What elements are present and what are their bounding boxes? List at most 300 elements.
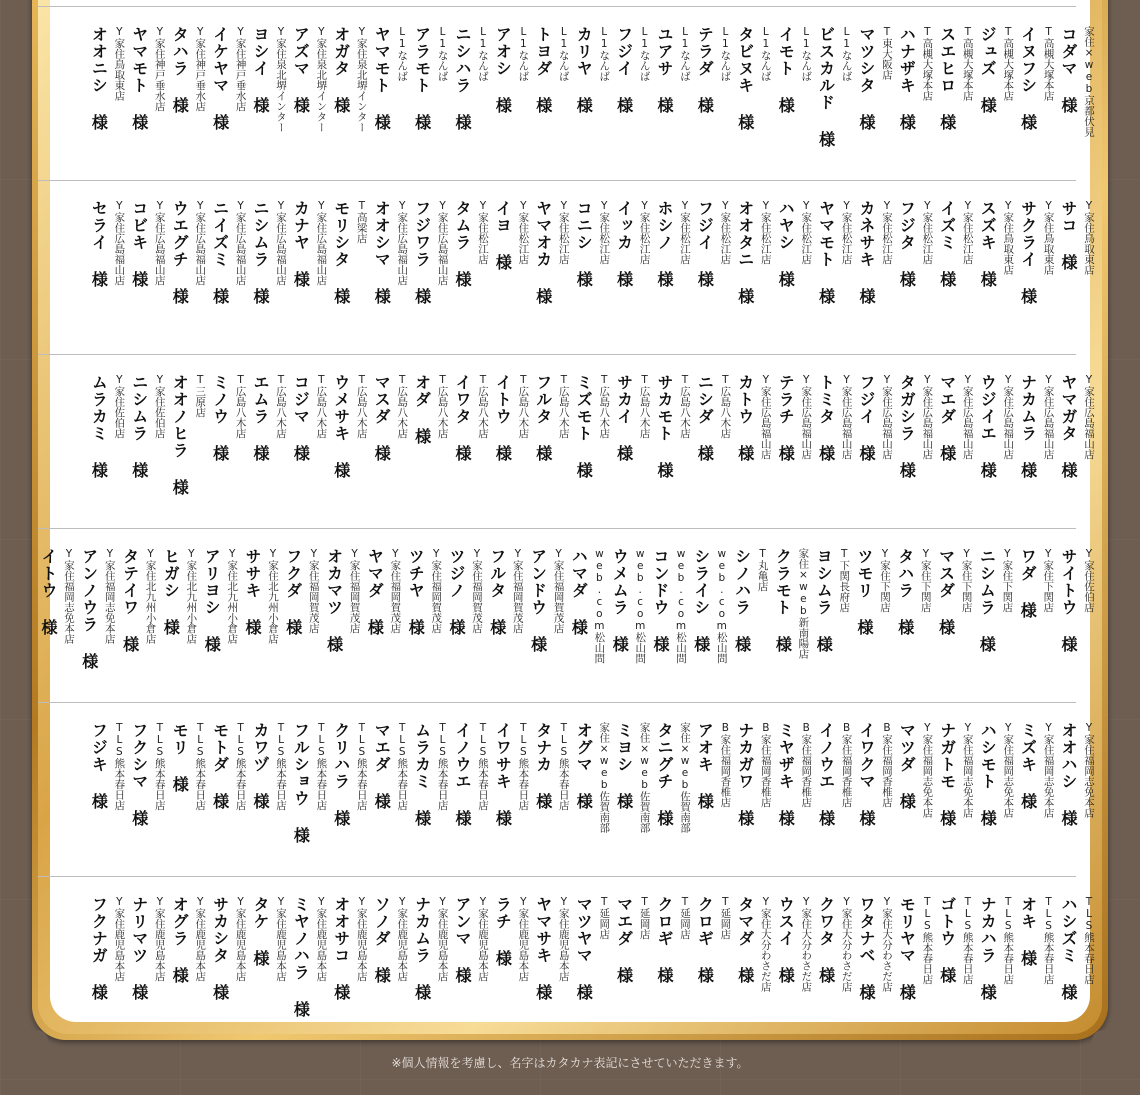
customer-name: アラモト 様 (412, 26, 432, 131)
branch-label: Y家住広島福山店 (194, 200, 207, 286)
customer-name: タケ 様 (251, 896, 270, 967)
customer-name: コジマ 様 (291, 374, 311, 462)
branch-label: Y家住鳥取東店 (113, 26, 126, 101)
branch-label: T東大阪店 (881, 26, 893, 80)
branch-label: Y家住松江店 (921, 200, 934, 265)
branch-label: Y家住松江店 (881, 200, 893, 265)
customer-name: タガシラ 様 (897, 374, 917, 479)
branch-label: T三原店 (194, 374, 207, 418)
branch-label: Y家住松江店 (719, 200, 732, 265)
customer-name: フジキ 様 (89, 722, 109, 810)
branch-label: Y家住大分わさだ店 (759, 896, 772, 992)
branch-label: Y家住福岡賀茂店 (552, 548, 565, 634)
privacy-footnote: ※個人情報を考慮し、名字はカタカナ表記にさせていただきます。 (391, 1056, 749, 1070)
branch-label: Y家住福岡志免本店 (921, 722, 934, 818)
customer-name: ハヤシ 様 (776, 200, 796, 288)
customer-name: フルショウ 様 (291, 722, 311, 844)
customer-name: スエヒロ 様 (937, 26, 957, 131)
customer-name: イノウエ 様 (453, 722, 472, 827)
branch-label: T広島八木店 (638, 374, 651, 439)
branch-label: web.com松山問 (715, 548, 728, 664)
customer-name: ヤマオカ 様 (533, 200, 553, 305)
customer-name: ビスカルド 様 (816, 26, 836, 148)
customer-name: ハシズミ 様 (1059, 896, 1078, 1001)
customer-name: アオシ 様 (493, 26, 513, 114)
branch-label: T広島八木店 (557, 374, 570, 439)
customer-name: コビキ 様 (129, 200, 149, 288)
customer-name: セライ 様 (89, 200, 109, 288)
customer-name: タナカ 様 (533, 722, 553, 810)
branch-label: TLS熊本春日店 (961, 896, 974, 985)
customer-name: マエダ 様 (614, 896, 634, 984)
branch-label: Y家住広島福山店 (1083, 374, 1095, 460)
customer-name: ニシダ 様 (695, 374, 715, 462)
customer-name: アオキ 様 (695, 722, 715, 810)
customer-name: サカモト 様 (655, 374, 674, 479)
customer-name: ミズキ 様 (1018, 722, 1038, 810)
branch-label: Y家住北九州小倉店 (185, 548, 198, 644)
branch-label: T延岡店 (679, 896, 691, 940)
branch-label: L1なんば (638, 26, 651, 82)
customer-name: サカイ 様 (614, 374, 634, 462)
customer-name: ハナザキ 様 (897, 26, 917, 131)
customer-name: ホシノ 様 (655, 200, 674, 288)
customer-name: ヤマガタ 様 (1059, 374, 1078, 479)
branch-label: Y家住福岡志免本店 (63, 548, 75, 644)
customer-name: イモト 様 (776, 26, 796, 114)
customer-name: マスダ 様 (936, 548, 956, 636)
branch-label: B家住福岡香椎店 (881, 722, 893, 808)
customer-name: ナガトモ 様 (937, 722, 957, 827)
customer-name: クリハラ 様 (331, 722, 351, 827)
customer-name: ウジイエ 様 (978, 374, 998, 479)
customer-name: フルタ 様 (487, 548, 507, 636)
branch-label: 家住×web佐賀南部 (679, 722, 691, 833)
branch-label: Y家住広島福山店 (921, 374, 934, 460)
branch-label: L1なんば (396, 26, 409, 82)
branch-label: B家住福岡香椎店 (800, 722, 813, 808)
customer-name: アンドウ 様 (528, 548, 548, 653)
branch-label: Y家住鳥取東店 (1083, 200, 1095, 275)
customer-name: ヤマサキ 様 (533, 896, 553, 1001)
branch-label: TLS熊本春日店 (1042, 896, 1055, 985)
branch-label: Y家住鹿児島本店 (557, 896, 570, 982)
branch-label: B家住福岡香椎店 (759, 722, 772, 808)
branch-label: TLS熊本春日店 (153, 722, 166, 811)
branch-label: L1なんば (759, 26, 772, 82)
customer-name: フクナガ 様 (89, 896, 109, 1001)
customer-name: サイトウ 様 (1059, 548, 1078, 653)
branch-label: Y家住福岡志免本店 (1042, 722, 1055, 818)
customer-name: オガタ 様 (331, 26, 351, 114)
customer-name: ムラカミ 様 (89, 374, 109, 479)
customer-name: テラチ 様 (776, 374, 796, 462)
row-divider (38, 6, 1076, 7)
branch-label: Y家住鹿児島本店 (436, 896, 449, 982)
customer-name: モトダ 様 (210, 722, 230, 810)
branch-label: Y家住佐伯店 (113, 374, 126, 439)
branch-label: L1なんば (517, 26, 530, 82)
customer-name: ナカガワ 様 (735, 722, 755, 827)
branch-label: TLS熊本春日店 (113, 722, 126, 811)
customer-name: ミヨシ 様 (614, 722, 634, 810)
customer-name: イケヤマ 様 (210, 26, 230, 131)
customer-name: アンマ 様 (453, 896, 472, 984)
customer-name: ヤマダ 様 (365, 548, 385, 636)
customer-name: ヨシイ 様 (251, 26, 270, 114)
customer-name: マエダ 様 (937, 374, 957, 462)
branch-label: 家住×web佐賀南部 (638, 722, 651, 833)
branch-label: TLS熊本春日店 (517, 722, 530, 811)
branch-label: Y家住鹿児島本店 (113, 896, 126, 982)
branch-label: Y家住鹿児島本店 (153, 896, 166, 982)
branch-label: L1なんば (800, 26, 813, 82)
customer-name: ニシハラ 様 (453, 26, 472, 131)
branch-label: Y家住下関店 (919, 548, 932, 613)
branch-label: Y家住鳥取東店 (1002, 200, 1015, 275)
branch-label: TLS熊本春日店 (477, 722, 489, 811)
branch-label: TLS熊本春日店 (194, 722, 207, 811)
customer-name: フクシマ 様 (129, 722, 149, 827)
branch-label: B家住福岡香椎店 (719, 722, 732, 808)
branch-label: Y家住広島福山店 (436, 200, 449, 286)
branch-label: T広島八木店 (719, 374, 732, 439)
branch-label: Y家住北九州小倉店 (267, 548, 279, 644)
customer-name: ハマダ 様 (569, 548, 589, 636)
branch-label: Y家住鳥取東店 (1042, 200, 1055, 275)
customer-name: モリシタ 様 (331, 200, 351, 305)
customer-name: フルタ 様 (533, 374, 553, 462)
branch-label: Y家住広島福山店 (759, 374, 772, 460)
customer-name: ミノウ 様 (210, 374, 230, 462)
customer-name: カワヅ 様 (251, 722, 270, 810)
customer-name: クロギ 様 (695, 896, 715, 984)
branch-label: Y家住松江店 (517, 200, 530, 265)
customer-name: コニシ 様 (574, 200, 594, 288)
customer-name: マツダ 様 (897, 722, 917, 810)
customer-name: イズミ 様 (937, 200, 957, 288)
customer-name: コダマ 様 (1059, 26, 1078, 114)
customer-name: ムラカミ 様 (412, 722, 432, 827)
branch-label: TLS熊本春日店 (1002, 896, 1015, 985)
branch-label: Y家住松江店 (638, 200, 651, 265)
branch-label: TLS熊本春日店 (275, 722, 287, 811)
customer-name: ナカハラ 様 (978, 896, 998, 1001)
branch-label: L1なんば (436, 26, 449, 82)
customer-name: ナカムラ 様 (412, 896, 432, 1001)
customer-name: イワサキ 様 (493, 722, 513, 827)
branch-label: 家住×web新南陽店 (797, 548, 810, 659)
customer-name: ミヤノハラ 様 (291, 896, 311, 1018)
customer-name: オキ 様 (1018, 896, 1038, 967)
branch-label: L1なんば (840, 26, 853, 82)
customer-name: フジイ 様 (695, 200, 715, 288)
branch-label: T広島八木店 (598, 374, 611, 439)
branch-label: T広島八木店 (275, 374, 287, 439)
customer-name: カトウ 様 (735, 374, 755, 462)
customer-name: フジタ 様 (897, 200, 917, 288)
customer-name: ナカムラ 様 (1018, 374, 1038, 479)
customer-name: ヨシムラ 様 (814, 548, 834, 653)
customer-name: ニシムラ 様 (251, 200, 270, 305)
row-divider (38, 702, 1076, 703)
branch-label: Y家住広島福山店 (234, 200, 247, 286)
branch-label: T丸亀店 (756, 548, 769, 592)
branch-label: Y家住鹿児島本店 (396, 896, 409, 982)
branch-label: T広島八木店 (679, 374, 691, 439)
branch-label: Y家住松江店 (840, 200, 853, 265)
branch-label: T高槻大塚本店 (961, 26, 974, 101)
customer-name: クラモト 様 (773, 548, 793, 653)
branch-label: Y家住松江店 (961, 200, 974, 265)
branch-label: Y家住広島福山店 (1002, 374, 1015, 460)
branch-label: Y家住福岡志免本店 (961, 722, 974, 818)
branch-label: Y家住神戸垂水店 (194, 26, 207, 112)
branch-label: Y家住広島福山店 (315, 200, 328, 286)
customer-name: ササキ 様 (243, 548, 262, 636)
customer-name: クロギ 様 (655, 896, 674, 984)
branch-label: Y家住広島福山店 (881, 374, 893, 460)
branch-label: Y家住松江店 (598, 200, 611, 265)
branch-label: Y家住鹿児島本店 (355, 896, 368, 982)
branch-label: T高梁店 (355, 200, 368, 244)
branch-label: Y家住大分わさだ店 (800, 896, 813, 992)
branch-label: Y家住鹿児島本店 (275, 896, 287, 982)
branch-label: Y家住広島福山店 (275, 200, 287, 286)
customer-name: ミズモト 様 (574, 374, 594, 479)
branch-label: Y家住福岡賀茂店 (471, 548, 483, 634)
branch-label: T高槻大塚本店 (921, 26, 934, 101)
branch-label: Y家住広島福山店 (961, 374, 974, 460)
customer-name: ワダ 様 (1018, 548, 1038, 619)
branch-label: Y家住福岡賀茂店 (430, 548, 443, 634)
customer-name: ミヤザキ 様 (776, 722, 796, 827)
row-divider (38, 528, 1076, 529)
customer-name: エムラ 様 (251, 374, 270, 462)
customer-name: オグマ 様 (574, 722, 594, 810)
branch-label: Y家住福岡志免本店 (103, 548, 116, 644)
branch-label: T広島八木店 (315, 374, 328, 439)
branch-label: Y家住鹿児島本店 (194, 896, 207, 982)
branch-label: Y家住鹿児島本店 (315, 896, 328, 982)
customer-name: マスダ 様 (372, 374, 392, 462)
customer-name: ワタナベ 様 (857, 896, 876, 1001)
branch-label: web.com松山問 (675, 548, 687, 664)
customer-name: マツヤマ 様 (574, 896, 594, 1001)
customer-name: テラダ 様 (695, 26, 715, 114)
branch-label: web.com松山問 (634, 548, 647, 664)
customer-name: ソノダ 様 (372, 896, 392, 984)
customer-name: ラチ 様 (493, 896, 513, 967)
customer-name: イッカ 様 (614, 200, 634, 288)
customer-name: コンドウ 様 (651, 548, 670, 653)
branch-label: TLS熊本春日店 (557, 722, 570, 811)
customer-name: ウメムラ 様 (610, 548, 630, 653)
branch-label: Y家住神戸垂水店 (234, 26, 247, 112)
customer-name: イトウ 様 (39, 548, 58, 636)
branch-label: Y家住広島福山店 (153, 200, 166, 286)
branch-label: TLS熊本春日店 (396, 722, 409, 811)
customer-name: ハシモト 様 (978, 722, 998, 827)
customer-name: モリヤマ 様 (897, 896, 917, 1001)
customer-name: ヒガシ 様 (161, 548, 181, 636)
customer-name: タテイワ 様 (120, 548, 140, 653)
customer-name: ツチヤ 様 (406, 548, 426, 636)
branch-label: Y家住鹿児島本店 (477, 896, 489, 982)
customer-name: オオサコ 様 (331, 896, 351, 1001)
branch-label: Y家住北九州小倉店 (226, 548, 239, 644)
customer-name: アンノウラ 様 (79, 548, 99, 670)
branch-label: Y家住福岡志免本店 (1083, 722, 1095, 818)
branch-label: Y家住広島福山店 (800, 374, 813, 460)
branch-label: T広島八木店 (355, 374, 368, 439)
customer-name: サカシタ 様 (210, 896, 230, 1001)
customer-name: オオシマ 様 (372, 200, 392, 305)
branch-label: L1なんば (557, 26, 570, 82)
branch-label: T広島八木店 (436, 374, 449, 439)
customer-name: オオノヒラ 様 (170, 374, 190, 496)
branch-label: TLS熊本春日店 (1083, 896, 1095, 985)
customer-name: シライシ 様 (691, 548, 711, 653)
branch-label: Y家住佐伯店 (1083, 548, 1095, 613)
customer-name: イトウ 様 (493, 374, 513, 462)
customer-name: ジュズ 様 (978, 26, 998, 114)
branch-label: T延岡店 (719, 896, 732, 940)
customer-name: アズマ 様 (291, 26, 311, 114)
branch-label: 家住×web佐賀南部 (598, 722, 611, 833)
customer-name: オダ 様 (412, 374, 432, 445)
branch-label: Y家住下関店 (1042, 548, 1055, 613)
customer-name: マエダ 様 (372, 722, 392, 810)
customer-name: オオタニ 様 (735, 200, 755, 305)
branch-label: T広島八木店 (477, 374, 489, 439)
branch-label: Y家住大分わさだ店 (840, 896, 853, 992)
branch-label: Y家住福岡賀茂店 (307, 548, 320, 634)
branch-label: Y家住下関店 (879, 548, 891, 613)
branch-label: Y家住広島福山店 (840, 374, 853, 460)
branch-label: Y家住松江店 (800, 200, 813, 265)
row-divider (38, 876, 1076, 877)
branch-label: T下関長府店 (838, 548, 851, 613)
customer-name: スズキ 様 (978, 200, 998, 288)
branch-label: T広島八木店 (234, 374, 247, 439)
customer-name: フジイ 様 (614, 26, 634, 114)
customer-name: イヌフシ 様 (1018, 26, 1038, 131)
branch-label: L1なんば (719, 26, 732, 82)
branch-label: web.com松山問 (593, 548, 606, 664)
customer-name: タムラ 様 (453, 200, 472, 288)
branch-label: TLS熊本春日店 (234, 722, 247, 811)
customer-name: フジイ 様 (857, 374, 876, 462)
customer-name: オオハシ 様 (1059, 722, 1078, 827)
branch-label: Y家住松江店 (477, 200, 489, 265)
branch-label: T広島八木店 (396, 374, 409, 439)
customer-name: トミタ 様 (816, 374, 836, 462)
branch-label: T高槻大塚本店 (1042, 26, 1055, 101)
branch-label: Y家住鹿児島本店 (517, 896, 530, 982)
customer-name: カリヤ 様 (574, 26, 594, 114)
customer-name: タハラ 様 (895, 548, 915, 636)
customer-name: ユアサ 様 (655, 26, 674, 114)
customer-name: ツモリ 様 (855, 548, 874, 636)
customer-name: タマダ 様 (735, 896, 755, 984)
branch-label: T延岡店 (598, 896, 611, 940)
customer-name: タニグチ 様 (655, 722, 674, 827)
customer-name: カナヤ 様 (291, 200, 311, 288)
customer-name: オカマツ 様 (324, 548, 344, 653)
branch-label: Y家住広島福山店 (1042, 374, 1055, 460)
customer-name: ヤマモト 様 (129, 26, 149, 131)
customer-name: オオニシ 様 (89, 26, 109, 131)
branch-label: T高槻大塚本店 (1002, 26, 1015, 101)
customer-name: クワタ 様 (816, 896, 836, 984)
branch-label: Y家住福岡賀茂店 (389, 548, 402, 634)
customer-name: モリ 様 (170, 722, 190, 793)
customer-name: シノハラ 様 (732, 548, 752, 653)
customer-name: イヨ 様 (493, 200, 513, 271)
branch-label: Y家住下関店 (960, 548, 973, 613)
customer-name: トヨダ 様 (533, 26, 553, 114)
branch-label: Y家住松江店 (557, 200, 570, 265)
customer-name: オグラ 様 (170, 896, 190, 984)
branch-label: B家住福岡香椎店 (840, 722, 853, 808)
branch-label: Y家住泉北堺インター (355, 26, 368, 133)
customer-name: ヤマモト 様 (372, 26, 392, 131)
branch-label: Y家住松江店 (759, 200, 772, 265)
branch-label: TLS熊本春日店 (436, 722, 449, 811)
customer-name: ウスイ 様 (776, 896, 796, 984)
branch-label: Y家住広島福山店 (396, 200, 409, 286)
branch-label: L1なんば (477, 26, 489, 82)
customer-name: タビヌキ 様 (735, 26, 755, 131)
branch-label: Y家住佐伯店 (153, 374, 166, 439)
branch-label: Y家住神戸垂水店 (153, 26, 166, 112)
customer-name: ニシムラ 様 (977, 548, 997, 653)
customer-name: ヤマモト 様 (816, 200, 836, 305)
customer-name: ニイズミ 様 (210, 200, 230, 305)
branch-label: Y家住松江店 (679, 200, 691, 265)
customer-name: サコ 様 (1059, 200, 1078, 271)
customer-name: イノウエ 様 (816, 722, 836, 827)
branch-label: T広島八木店 (517, 374, 530, 439)
customer-name: タハラ 様 (170, 26, 190, 114)
branch-label: Y家住泉北堺インター (315, 26, 328, 133)
branch-label: Y家住福岡賀茂店 (511, 548, 524, 634)
branch-label: Y家住大分わさだ店 (881, 896, 893, 992)
row-divider (38, 354, 1076, 355)
branch-label: L1なんば (598, 26, 611, 82)
customer-name: イワタ 様 (453, 374, 472, 462)
branch-label: T延岡店 (638, 896, 651, 940)
branch-label: Y家住北九州小倉店 (144, 548, 157, 644)
customer-name: サクライ 様 (1018, 200, 1038, 305)
customer-name: ニシムラ 様 (129, 374, 149, 479)
branch-label: Y家住福岡賀茂店 (348, 548, 361, 634)
customer-name: ツジノ 様 (447, 548, 466, 636)
branch-label: TLS熊本春日店 (355, 722, 368, 811)
customer-name: フジワラ 様 (412, 200, 432, 305)
branch-label: Y家住泉北堺インター (275, 26, 287, 133)
branch-label: Y家住下関店 (1001, 548, 1014, 613)
customer-name: カネサキ 様 (857, 200, 876, 305)
branch-label: TLS熊本春日店 (315, 722, 328, 811)
customer-name: イワクマ 様 (857, 722, 876, 827)
customer-name: ウメサキ 様 (331, 374, 351, 479)
branch-label: Y家住鹿児島本店 (234, 896, 247, 982)
customer-name: フクダ 様 (283, 548, 303, 636)
branch-label: Y家住広島福山店 (113, 200, 126, 286)
customer-name: ウエグチ 様 (170, 200, 190, 305)
